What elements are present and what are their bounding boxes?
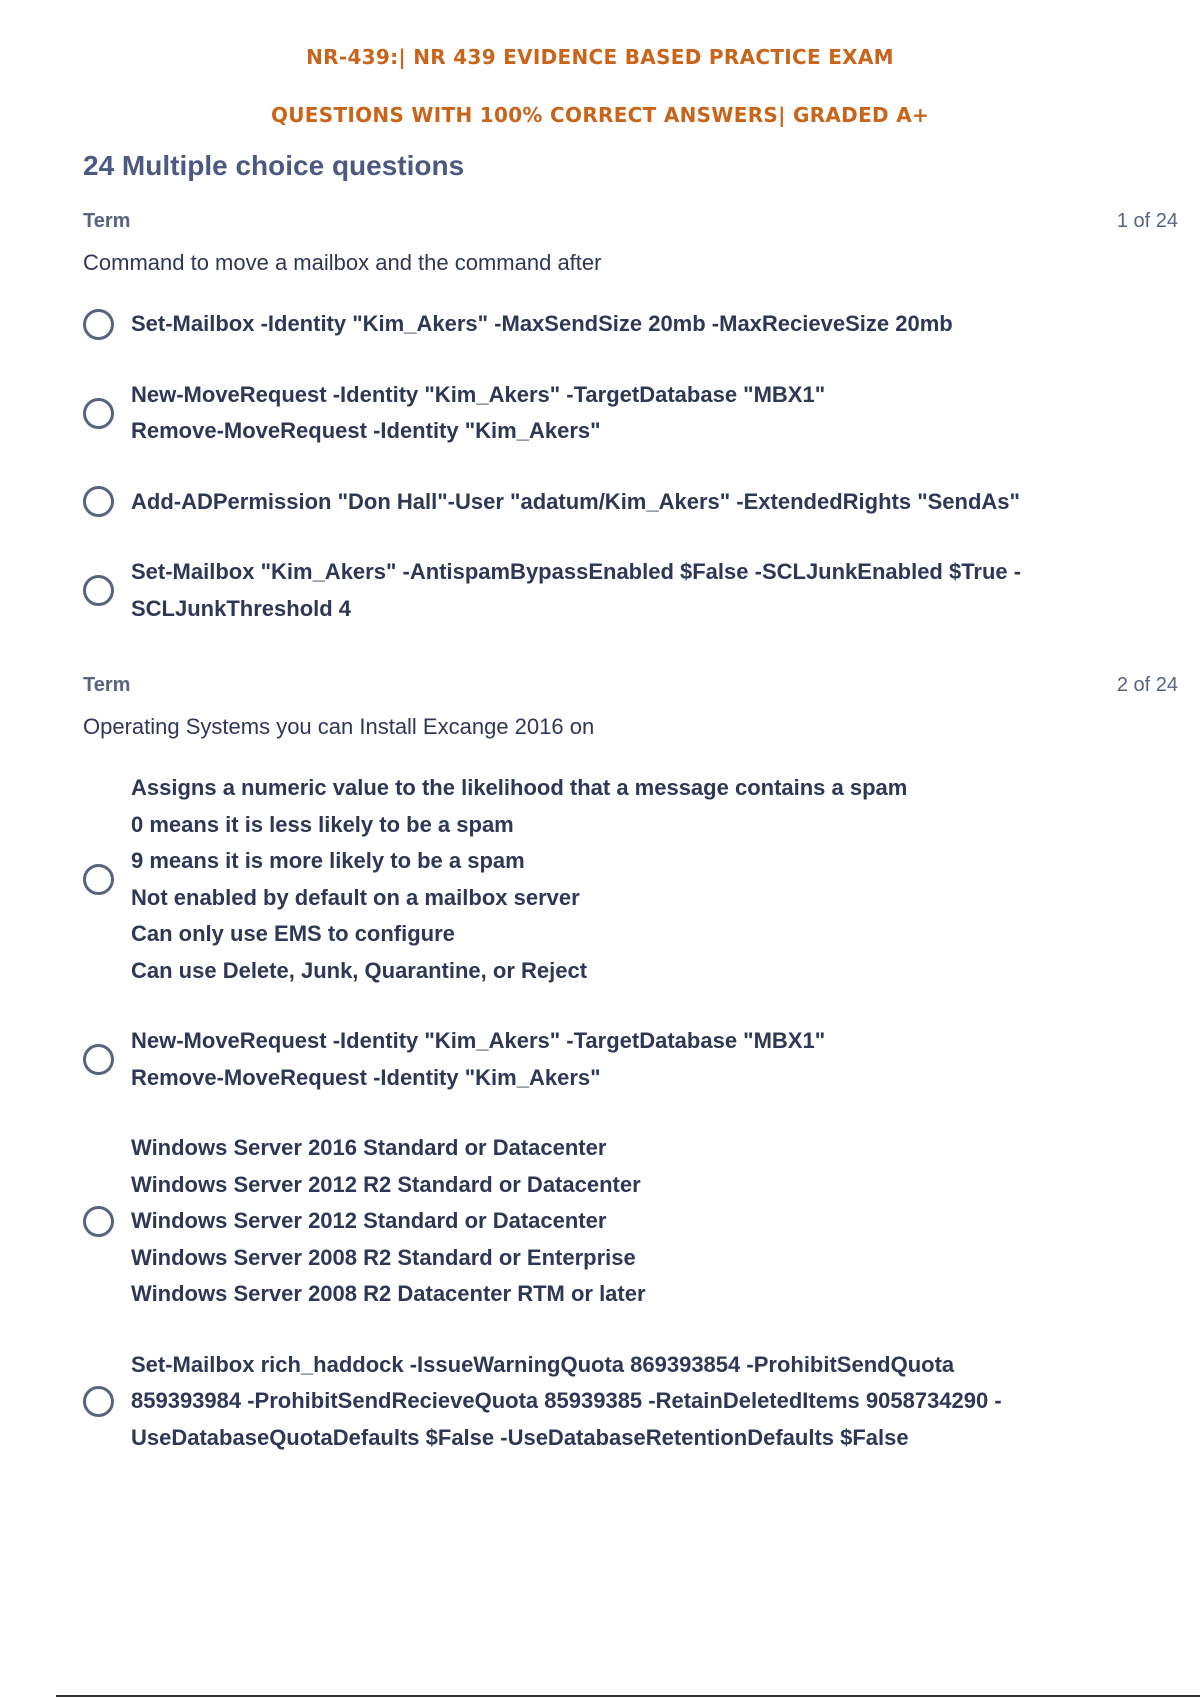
- answer-option[interactable]: [83, 484, 1178, 521]
- question-counter: 2 of 24: [1116, 674, 1178, 696]
- answer-option-text: [131, 1347, 1002, 1457]
- answer-option-text: [131, 1130, 646, 1313]
- radio-button[interactable]: [83, 1206, 114, 1237]
- question-prompt: Command to move a mailbox and the command after: [83, 250, 602, 275]
- answer-option[interactable]: [83, 1130, 1178, 1313]
- question-meta: [83, 674, 1178, 704]
- answer-option-line: Not enabled by default on a mailbox server: [131, 884, 580, 910]
- answer-option-line: Windows Server 2012 Standard or Datacenter: [131, 1208, 607, 1233]
- question-card: [83, 674, 1178, 1456]
- answer-option[interactable]: [83, 377, 1178, 450]
- answer-option-line: New-MoveRequest -Identity "Kim_Akers" -TargetDatabase "MBX1": [131, 1028, 826, 1053]
- radio-button[interactable]: [83, 309, 114, 340]
- footer-divider: [56, 1695, 1200, 1697]
- question-counter: 1 of 24: [1116, 210, 1178, 232]
- document-title-line-2: QUESTIONS WITH 100% CORRECT ANSWERS| GRADED A+: [270, 103, 930, 127]
- answer-option[interactable]: [83, 770, 1178, 989]
- answer-option-line: Set-Mailbox rich_haddock -IssueWarningQuota 869393854 -ProhibitSendQuota: [131, 1351, 955, 1377]
- question-meta: [83, 210, 1178, 240]
- answer-option-line: UseDatabaseQuotaDefaults $False -UseDatabaseRetentionDefaults $False: [131, 1424, 909, 1450]
- answer-option-line: Windows Server 2008 R2 Datacenter RTM or later: [131, 1281, 646, 1306]
- radio-button[interactable]: [83, 486, 114, 517]
- radio-button[interactable]: [83, 575, 114, 606]
- answer-option-line: 859393984 -ProhibitSendRecieveQuota 85939385 -RetainDeletedItems 9058734290 -: [131, 1388, 1002, 1413]
- term-label: Term: [83, 674, 131, 696]
- answer-option-line: Assigns a numeric value to the likelihood that a message contains a spam: [131, 775, 908, 800]
- answer-option[interactable]: [83, 1347, 1178, 1457]
- answer-option-line: New-MoveRequest -Identity "Kim_Akers" -TargetDatabase "MBX1": [131, 381, 826, 407]
- radio-button[interactable]: [83, 398, 114, 429]
- answer-option[interactable]: [83, 1023, 1178, 1096]
- answer-option-text: [131, 377, 825, 450]
- answer-option-text: [131, 306, 953, 343]
- answer-option-text: [131, 1023, 825, 1096]
- question-prompt: Operating Systems you can Install Excange 2016 on: [83, 714, 595, 739]
- radio-button[interactable]: [83, 1386, 114, 1417]
- term-label: Term: [83, 210, 131, 232]
- answer-option[interactable]: [83, 554, 1178, 627]
- answer-option-line: Set-Mailbox "Kim_Akers" -AntispamBypassEnabled $False -SCLJunkEnabled $True -: [131, 559, 1022, 584]
- answer-option-text: [131, 484, 1020, 521]
- answer-option-line: Windows Server 2008 R2 Standard or Enterprise: [131, 1244, 636, 1270]
- answer-option-line: Add-ADPermission "Don Hall"-User "adatum/Kim_Akers" -ExtendedRights "SendAs": [131, 488, 1020, 514]
- answer-option-line: Windows Server 2016 Standard or Datacenter: [131, 1135, 607, 1160]
- answer-option-line: Can use Delete, Junk, Quarantine, or Reject: [131, 957, 588, 983]
- quiz-subtitle: 24 Multiple choice questions: [83, 150, 465, 181]
- answer-option-line: 0 means it is less likely to be a spam: [131, 811, 514, 837]
- document-header: [0, 28, 1200, 144]
- answer-option-line: Remove-MoveRequest -Identity "Kim_Akers": [131, 1064, 601, 1090]
- answer-option-line: SCLJunkThreshold 4: [131, 595, 352, 621]
- radio-button[interactable]: [83, 864, 114, 895]
- answer-option-line: Set-Mailbox -Identity "Kim_Akers" -MaxSendSize 20mb -MaxRecieveSize 20mb: [131, 311, 953, 336]
- document-title-line-1: NR-439:| NR 439 EVIDENCE BASED PRACTICE EXAM: [306, 45, 894, 69]
- answer-option-line: Remove-MoveRequest -Identity "Kim_Akers": [131, 418, 601, 443]
- answer-option-line: Can only use EMS to configure: [131, 921, 455, 946]
- answer-option[interactable]: [83, 306, 1178, 343]
- answer-option-text: [131, 554, 1021, 627]
- question-card: [83, 210, 1178, 627]
- answer-option-line: Windows Server 2012 R2 Standard or Datacenter: [131, 1171, 641, 1197]
- answer-option-text: [131, 770, 907, 989]
- answer-option-line: 9 means it is more likely to be a spam: [131, 848, 525, 873]
- radio-button[interactable]: [83, 1044, 114, 1075]
